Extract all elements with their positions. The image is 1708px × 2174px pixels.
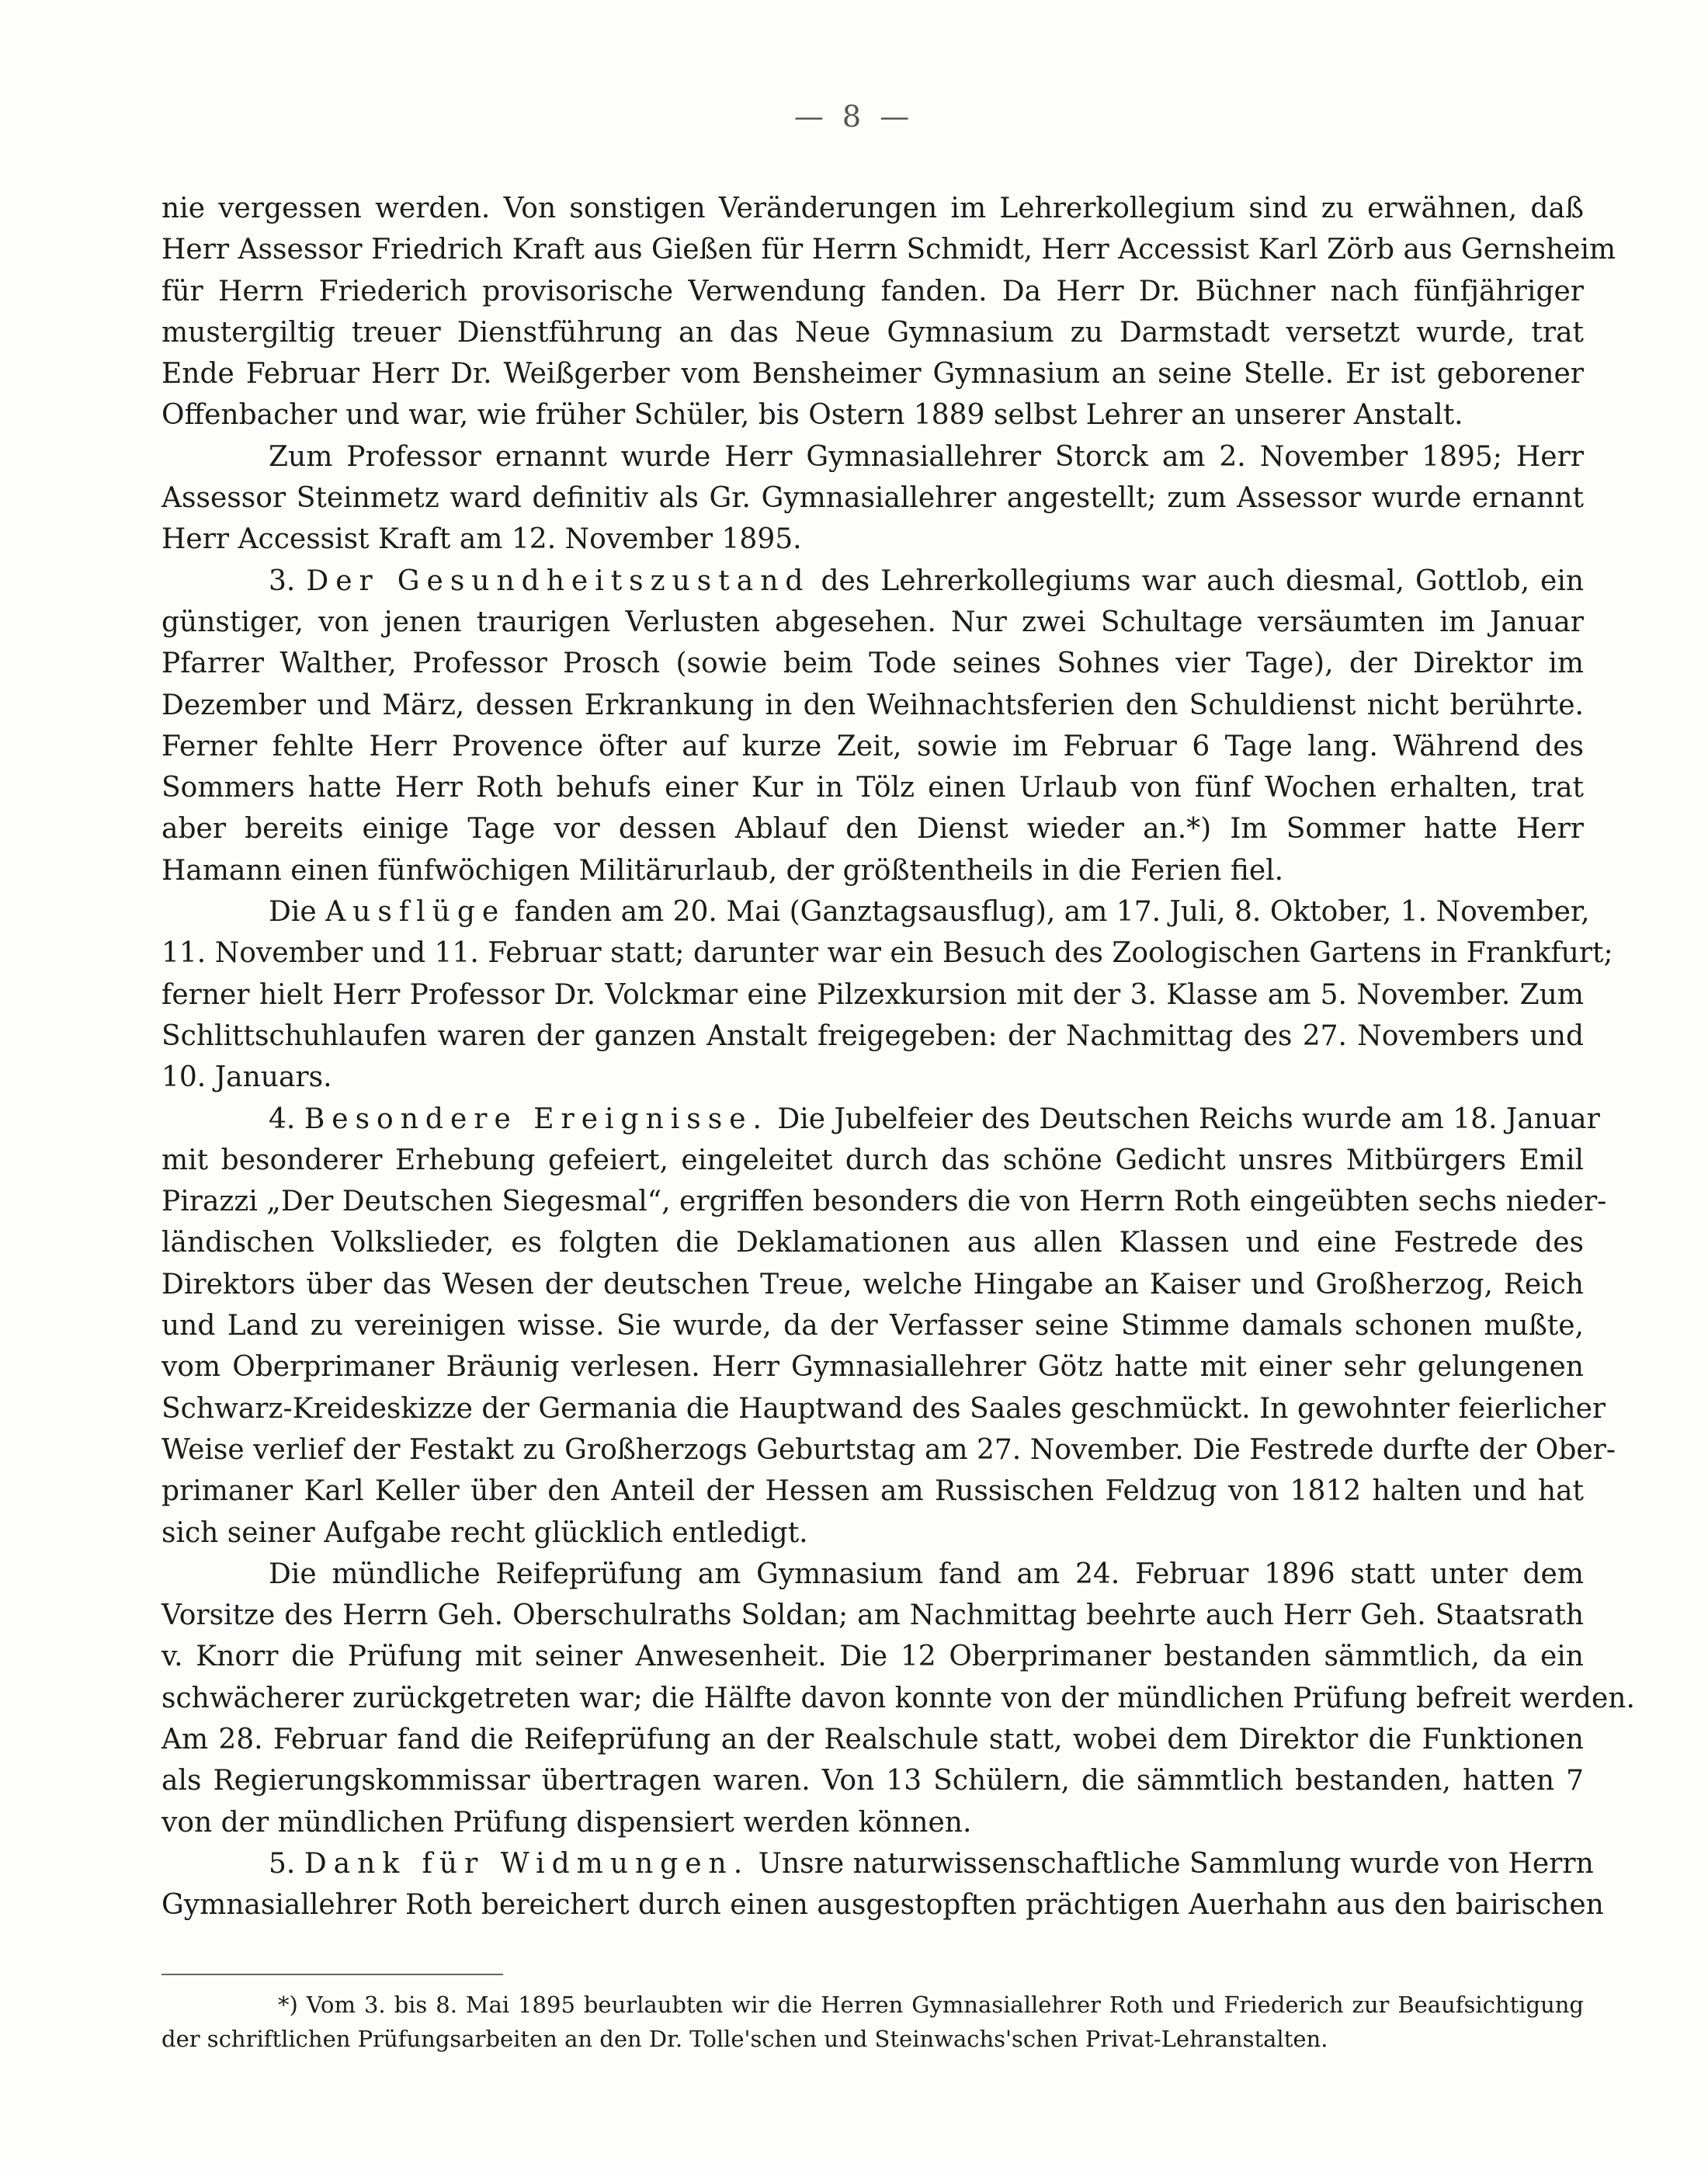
- page-number: — 8 —: [793, 99, 915, 134]
- text-line: von der mündlichen Prüfung dispensiert werden können.: [161, 1806, 972, 1839]
- footnote-line: *) Vom 3. bis 8. Mai 1895 beurlaubten wir die Herren Gymnasiallehrer Roth und Friederich zur Beaufsichtigung: [278, 1992, 1584, 2018]
- section-number: 4.: [269, 1103, 296, 1135]
- text-line: Pirazzi „Der Deutschen Siegesmal“, ergriffen besonders die von Herrn Roth eingeübten sechs nieder-: [161, 1186, 1607, 1218]
- section-3-first-line: [161, 561, 1584, 602]
- text-line: Vorsitze des Herrn Geh. Oberschulraths Soldan; am Nachmittag beehrte auch Herr Geh. Staatsrath: [161, 1599, 1584, 1632]
- text-line: günstiger, von jenen traurigen Verlusten abgesehen. Nur zwei Schultage versäumten im Januar: [161, 606, 1584, 638]
- text-line: 11. November und 11. Februar statt; darunter war ein Besuch des Zoologischen Gartens in Frankfurt;: [161, 937, 1613, 970]
- text-line: Offenbacher und war, wie früher Schüler, bis Ostern 1889 selbst Lehrer an unserer Anstalt.: [161, 399, 1463, 432]
- text-line: v. Knorr die Prüfung mit seiner Anwesenheit. Die 12 Oberprimaner bestanden sämmtlich, da ein: [161, 1641, 1584, 1673]
- text-line: vom Oberprimaner Bräunig verlesen. Herr Gymnasiallehrer Götz hatte mit einer sehr gelungenen: [161, 1351, 1584, 1384]
- body-text: [161, 188, 1635, 1926]
- section-number: 3.: [269, 564, 296, 597]
- text-line: Direktors über das Wesen der deutschen Treue, welche Hingabe an Kaiser und Großherzog, Reich: [161, 1268, 1584, 1301]
- footnote: [161, 1988, 1584, 2056]
- text-line: mustergiltig treuer Dienstführung an das Neue Gymnasium zu Darmstadt versetzt wurde, trat: [161, 316, 1584, 349]
- text-line: ländischen Volkslieder, es folgten die Deklamationen aus allen Klassen und eine Festrede des: [161, 1227, 1584, 1259]
- text-line: Schwarz-Kreideskizze der Germania die Hauptwand des Saales geschmückt. In gewohnter feierlicher: [161, 1392, 1606, 1425]
- text-line: für Herrn Friederich provisorische Verwendung fanden. Da Herr Dr. Büchner nach fünfjähriger: [161, 275, 1584, 307]
- section-heading: Besondere Ereignisse.: [304, 1103, 769, 1135]
- text-line: Schlittschuhlaufen waren der ganzen Anstalt freigegeben: der Nachmittag des 27. Novembers und: [161, 1019, 1584, 1052]
- section-number: 5.: [269, 1847, 296, 1880]
- text-line: Ende Februar Herr Dr. Weißgerber vom Bensheimer Gymnasium an seine Stelle. Er ist geborener: [161, 358, 1584, 391]
- text-line: ferner hielt Herr Professor Dr. Volckmar eine Pilzexkursion mit der 3. Klasse am 5. November. Zum: [161, 978, 1584, 1011]
- footnote-line: der schriftlichen Prüfungsarbeiten an den Dr. Tolle'schen und Steinwachs'schen Privat-Lehranstalten.: [161, 2026, 1328, 2052]
- text-line: Dezember und März, dessen Erkrankung in den Weihnachtsferien den Schuldienst nicht berührte.: [161, 689, 1584, 721]
- text-line: mit besonderer Erhebung gefeiert, eingeleitet durch das schöne Gedicht unsres Mitbürgers Emil: [161, 1144, 1584, 1176]
- section-heading: Der Gesundheitszustand: [306, 564, 811, 597]
- text-line: Sommers hatte Herr Roth behufs einer Kur in Tölz einen Urlaub von fünf Wochen erhalten, trat: [161, 772, 1584, 804]
- text-line: Ferner fehlte Herr Provence öfter auf kurze Zeit, sowie im Februar 6 Tage lang. Während des: [161, 730, 1584, 762]
- text-line: primaner Karl Keller über den Anteil der Hessen am Russischen Feldzug von 1812 halten und hat: [161, 1475, 1584, 1508]
- text-line: Herr Accessist Kraft am 12. November 1895.: [161, 523, 802, 556]
- text-fragment: Unsre naturwissenschaftliche Sammlung wurde von Herrn: [758, 1847, 1594, 1880]
- section-5-first-line: [161, 1843, 1594, 1884]
- text-line: schwächerer zurückgetreten war; die Hälfte davon konnte von der mündlichen Prüfung befreit werden.: [161, 1682, 1635, 1714]
- text-line: Hamann einen fünfwöchigen Militärurlaub, der größtentheils in die Ferien fiel.: [161, 854, 1284, 887]
- text-fragment: fanden am 20. Mai (Ganztagsausflug), am 17. Juli, 8. Oktober, 1. November,: [514, 896, 1590, 929]
- text-line: 10. Januars.: [161, 1061, 332, 1094]
- text-fragment: Die Jubelfeier des Deutschen Reichs wurde am 18. Januar: [777, 1103, 1600, 1135]
- text-line: nie vergessen werden. Von sonstigen Veränderungen im Lehrerkollegium sind zu erwähnen, daß: [161, 193, 1584, 224]
- text-fragment: Die: [269, 896, 317, 929]
- section-heading: Ausflüge: [325, 896, 506, 929]
- ausfluege-first-line: [161, 891, 1590, 932]
- footnote-divider: [161, 1974, 503, 1975]
- text-line: Zum Professor ernannt wurde Herr Gymnasiallehrer Storck am 2. November 1895; Herr: [269, 440, 1584, 473]
- text-line: und Land zu vereinigen wisse. Sie wurde, da der Verfasser seine Stimme damals schonen mußte,: [161, 1310, 1584, 1342]
- section-4-first-line: [161, 1099, 1600, 1140]
- text-line: Weise verlief der Festakt zu Großherzogs Geburtstag am 27. November. Die Festrede durfte der Ober-: [161, 1433, 1616, 1466]
- text-line: aber bereits einige Tage vor dessen Ablauf den Dienst wieder an.*) Im Sommer hatte Herr: [161, 813, 1584, 846]
- text-line: Die mündliche Reifeprüfung am Gymnasium fand am 24. Februar 1896 statt unter dem: [269, 1558, 1584, 1590]
- text-line: Pfarrer Walther, Professor Prosch (sowie beim Tode seines Sohnes vier Tage), der Direktor im: [161, 648, 1584, 680]
- text-line: Herr Assessor Friedrich Kraft aus Gießen für Herrn Schmidt, Herr Accessist Karl Zörb aus Gernsheim: [161, 234, 1616, 266]
- text-fragment: des Lehrerkollegiums war auch diesmal, Gottlob, ein: [821, 564, 1585, 597]
- text-line: Am 28. Februar fand die Reifeprüfung an der Realschule statt, wobei dem Direktor die Funktionen: [161, 1723, 1584, 1756]
- section-heading: Dank für Widmungen.: [304, 1847, 750, 1880]
- text-line: Gymnasiallehrer Roth bereichert durch einen ausgestopften prächtigen Auerhahn aus den bairischen: [161, 1889, 1604, 1922]
- text-line: als Regierungskommissar übertragen waren. Von 13 Schülern, die sämmtlich bestanden, hatten 7: [161, 1765, 1584, 1797]
- text-line: Assessor Steinmetz ward definitiv als Gr. Gymnasiallehrer angestellt; zum Assessor wurde ernannt: [161, 482, 1584, 515]
- text-line: sich seiner Aufgabe recht glücklich entledigt.: [161, 1516, 808, 1549]
